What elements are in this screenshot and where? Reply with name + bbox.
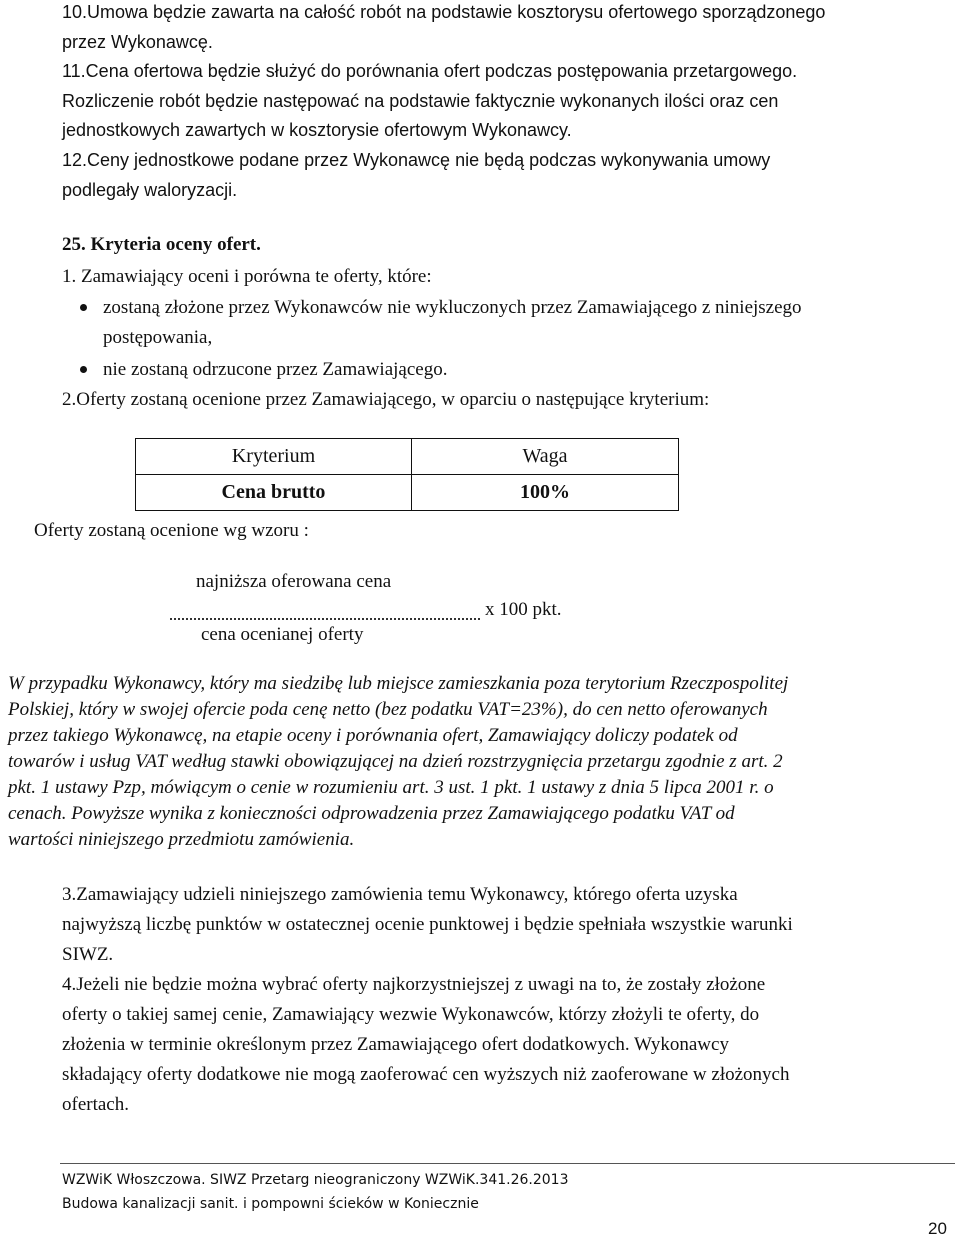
criteria-table (135, 438, 679, 511)
italic-line-7: wartości niniejszego przedmiotu zamówienia. (8, 829, 355, 850)
p3-line-2: najwyższą liczbę punktów w ostatecznej ocenie punktowej i będzie spełniała wszystkie warunki (62, 914, 793, 935)
formula-numerator: najniższa oferowana cena (196, 571, 392, 592)
bullet-dot-icon (80, 366, 87, 373)
formula-intro: Oferty zostaną ocenione wg wzoru : (34, 520, 309, 541)
section-heading: 25. Kryteria oceny ofert. (62, 234, 261, 255)
page-number: 20 (928, 1219, 947, 1238)
bullet-1-line1: zostaną złożone przez Wykonawców nie wykluczonych przez Zamawiającego z niniejszego (103, 297, 802, 318)
footer-rule (60, 1163, 955, 1164)
p4-line-3: złożenia w terminie określonym przez Zamawiającego ofert dodatkowych. Wykonawcy (62, 1034, 729, 1055)
footer-line-1: WZWiK Włoszczowa. SIWZ Przetarg nieograniczony WZWiK.341.26.2013 (62, 1172, 569, 1188)
table-cell-weight: 100% (412, 475, 679, 511)
intro-line-10: 10.Umowa będzie zawarta na całość robót na podstawie kosztorysu ofertowego sporządzonego (62, 2, 826, 22)
formula-denominator: cena ocenianej oferty (201, 624, 364, 645)
intro-line-11c: jednostkowych zawartych w kosztorysie ofertowym Wykonawcy. (62, 120, 572, 140)
italic-line-2: Polskiej, który w swojej ofercie poda cenę netto (bez podatku VAT=23%), do cen netto oferowanych (8, 699, 768, 720)
bullet-1-line2: postępowania, (103, 327, 213, 348)
table-cell-criterion: Cena brutto (136, 475, 412, 511)
italic-line-3: przez takiego Wykonawcę, na etapie oceny i porównania ofert, Zamawiający doliczy podatek od (8, 725, 738, 746)
intro-line-11: 11.Cena ofertowa będzie służyć do porównania ofert podczas postępowania przetargowego. (62, 61, 798, 81)
italic-line-1: W przypadku Wykonawcy, który ma siedzibę lub miejsce zamieszkania poza terytorium Rzeczpospolitej (8, 673, 789, 694)
italic-line-4: towarów i usług VAT według stawki obowiązującej na dzień rozstrzygnięcia przetargu zgodnie z art. 2 (8, 751, 783, 772)
intro-line-10b: przez Wykonawcę. (62, 32, 213, 52)
footer-line-2: Budowa kanalizacji sanit. i pompowni ścieków w Koniecznie (62, 1196, 479, 1212)
table-header-weight: Waga (412, 439, 679, 475)
p4-line-4: składający oferty dodatkowe nie mogą zaoferować cen wyższych niż zaoferowane w złożonych (62, 1064, 790, 1085)
table-header-row (136, 439, 679, 475)
italic-line-5: pkt. 1 ustawy Pzp, mówiącym o cenie w rozumieniu art. 3 ust. 1 pkt. 1 ustawy z dnia 5 lipca 2001 r. o (8, 777, 774, 798)
p3-line-3: SIWZ. (62, 944, 114, 965)
p3-line-1: 3.Zamawiający udzieli niniejszego zamówienia temu Wykonawcy, którego oferta uzyska (62, 884, 738, 905)
p4-line-2: oferty o takiej samej cenie, Zamawiający wezwie Wykonawców, którzy złożyli te oferty, do (62, 1004, 760, 1025)
table-row (136, 475, 679, 511)
section-point-1: 1. Zamawiający oceni i porówna te oferty, które: (62, 266, 432, 287)
section-point-2: 2.Oferty zostaną ocenione przez Zamawiającego, w oparciu o następujące kryterium: (62, 389, 710, 410)
bullet-dot-icon (80, 304, 87, 311)
intro-line-12: 12.Ceny jednostkowe podane przez Wykonawcę nie będą podczas wykonywania umowy (62, 150, 771, 170)
bullet-2-line1: nie zostaną odrzucone przez Zamawiającego. (103, 359, 448, 380)
intro-line-11b: Rozliczenie robót będzie następować na podstawie faktycznie wykonanych ilości oraz cen (62, 91, 779, 111)
intro-line-12b: podlegały waloryzacji. (62, 180, 238, 200)
formula-multiplier: x 100 pkt. (485, 599, 562, 620)
italic-line-6: cenach. Powyższe wynika z konieczności odprowadzenia przez Zamawiającego podatku VAT od (8, 803, 735, 824)
p4-line-1: 4.Jeżeli nie będzie można wybrać oferty najkorzystniejszej z uwagi na to, że zostały złożone (62, 974, 766, 995)
table-header-criterion: Kryterium (136, 439, 412, 475)
p4-line-5: ofertach. (62, 1094, 129, 1115)
